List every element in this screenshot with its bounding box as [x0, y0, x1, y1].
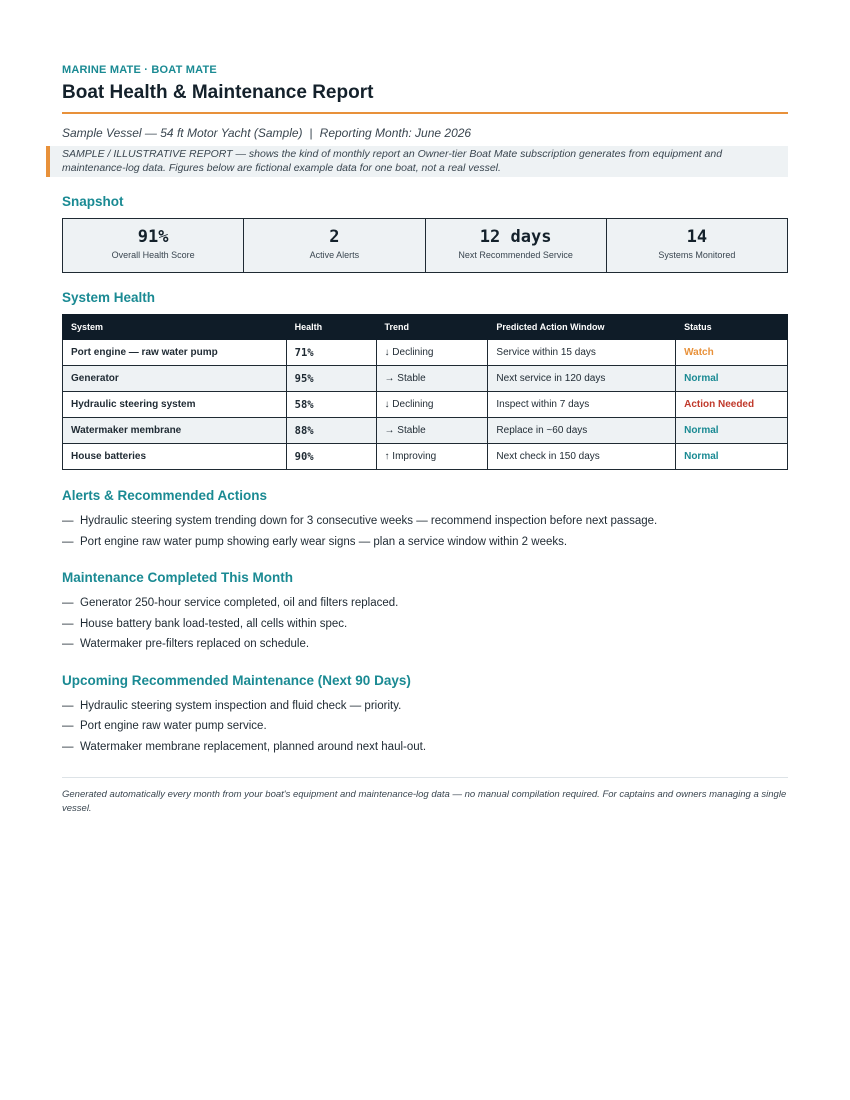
sample-notice — [46, 146, 788, 177]
bullet-dash: — — [62, 638, 74, 650]
window-cell: Inspect within 7 days — [488, 392, 676, 418]
column-header-status: Status — [676, 315, 788, 340]
list-item-text: Hydraulic steering system trending down for 3 consecutive weeks — recommend inspection before next passage. — [80, 515, 658, 527]
list-item-text: Hydraulic steering system inspection and fluid check — priority. — [80, 699, 402, 712]
sample-notice-text: SAMPLE / ILLUSTRATIVE REPORT — shows the kind of monthly report an Owner-tier Boat Mate subscription generates from equipment and maintenance-log data. Figures below are fictional example data for one boat, not a real vessel. — [62, 148, 723, 174]
trend-cell: ↓ Declining — [376, 392, 488, 418]
alerts-list — [62, 511, 788, 552]
status-cell: Normal — [676, 366, 788, 392]
upcoming-heading: Upcoming Recommended Maintenance (Next 90 Days) — [62, 672, 411, 688]
window-cell: Replace in ~60 days — [488, 418, 676, 444]
report-title: Boat Health & Maintenance Report — [62, 82, 374, 103]
bullet-dash: — — [62, 699, 74, 712]
health-cell: 90% — [286, 444, 376, 470]
column-header-system: System — [63, 315, 287, 340]
brand-label: MARINE MATE · BOAT MATE — [62, 64, 217, 76]
list-item — [62, 511, 788, 532]
title-rule — [62, 112, 788, 114]
table-row — [63, 366, 788, 392]
health-cell: 95% — [286, 366, 376, 392]
list-item-text: Port engine raw water pump showing early wear signs — plan a service window within 2 weeks. — [80, 535, 568, 548]
column-header-health: Health — [286, 315, 376, 340]
completed-list — [62, 593, 788, 655]
report-meta — [62, 126, 788, 140]
snapshot-label: Next Recommended Service — [458, 250, 573, 260]
window-cell: Service within 15 days — [488, 340, 676, 366]
snapshot-cards — [62, 218, 788, 273]
system-health-table — [62, 314, 788, 470]
list-item-text: Watermaker pre-filters replaced on schedule. — [80, 638, 310, 650]
reporting-month: Reporting Month: June 2026 — [319, 126, 472, 140]
bullet-dash: — — [62, 617, 74, 630]
snapshot-label: Active Alerts — [309, 250, 360, 260]
table-row — [63, 392, 788, 418]
system-cell: Hydraulic steering system — [63, 392, 287, 418]
snapshot-label: Overall Health Score — [111, 250, 195, 260]
bullet-dash: — — [62, 720, 74, 732]
table-header-row — [63, 315, 788, 340]
snapshot-value: 12 days — [479, 227, 552, 247]
system-cell: House batteries — [63, 444, 287, 470]
system-cell: Port engine — raw water pump — [63, 340, 287, 366]
list-item-text: Port engine raw water pump service. — [80, 720, 267, 732]
list-item — [62, 696, 788, 717]
column-header-trend: Trend — [376, 315, 488, 340]
system-cell: Watermaker membrane — [63, 418, 287, 444]
snapshot-card-next-service — [426, 219, 607, 272]
notice-accent-bar — [46, 146, 50, 177]
list-item — [62, 737, 788, 758]
alerts-heading: Alerts & Recommended Actions — [62, 488, 268, 503]
list-item — [62, 614, 788, 635]
snapshot-heading: Snapshot — [62, 194, 124, 209]
status-cell: Normal — [676, 418, 788, 444]
table-row — [63, 340, 788, 366]
list-item — [62, 532, 788, 553]
snapshot-card-health-score — [63, 219, 244, 272]
bullet-dash: — — [62, 535, 74, 548]
table-row — [63, 444, 788, 470]
trend-cell: → Stable — [376, 366, 488, 392]
snapshot-card-systems-monitored — [607, 219, 787, 272]
trend-cell: ↓ Declining — [376, 340, 488, 366]
system-health-heading: System Health — [62, 290, 156, 305]
report-page — [62, 0, 788, 816]
list-item-text: Watermaker membrane replacement, planned around next haul-out. — [80, 740, 427, 753]
health-cell: 88% — [286, 418, 376, 444]
status-cell: Normal — [676, 444, 788, 470]
vessel-name: Sample Vessel — 54 ft Motor Yacht (Sample) — [62, 126, 303, 140]
health-cell: 71% — [286, 340, 376, 366]
bullet-dash: — — [62, 597, 74, 609]
list-item-text: Generator 250-hour service completed, oil and filters replaced. — [80, 597, 399, 609]
column-header-window: Predicted Action Window — [488, 315, 676, 340]
trend-cell: ↑ Improving — [376, 444, 488, 470]
health-cell: 58% — [286, 392, 376, 418]
snapshot-card-active-alerts — [244, 219, 425, 272]
upcoming-list — [62, 696, 788, 758]
footer-rule — [62, 777, 788, 778]
window-cell: Next check in 150 days — [488, 444, 676, 470]
list-item — [62, 593, 788, 614]
completed-heading: Maintenance Completed This Month — [62, 570, 294, 585]
snapshot-value: 14 — [686, 227, 708, 247]
list-item — [62, 716, 788, 737]
snapshot-value: 91% — [137, 227, 169, 247]
list-item — [62, 634, 788, 655]
window-cell: Next service in 120 days — [488, 366, 676, 392]
system-cell: Generator — [63, 366, 287, 392]
bullet-dash: — — [62, 740, 74, 753]
status-cell: Action Needed — [676, 392, 788, 418]
list-item-text: House battery bank load-tested, all cells within spec. — [80, 617, 348, 630]
footer-note: Generated automatically every month from your boat's equipment and maintenance-log data — no manual compilation required. For captains and owners managing a single vessel. — [62, 789, 787, 814]
snapshot-value: 2 — [329, 227, 340, 247]
trend-cell: → Stable — [376, 418, 488, 444]
bullet-dash: — — [62, 515, 74, 527]
table-row — [63, 418, 788, 444]
status-cell: Watch — [676, 340, 788, 366]
meta-separator: | — [309, 126, 313, 140]
snapshot-label: Systems Monitored — [658, 250, 736, 260]
